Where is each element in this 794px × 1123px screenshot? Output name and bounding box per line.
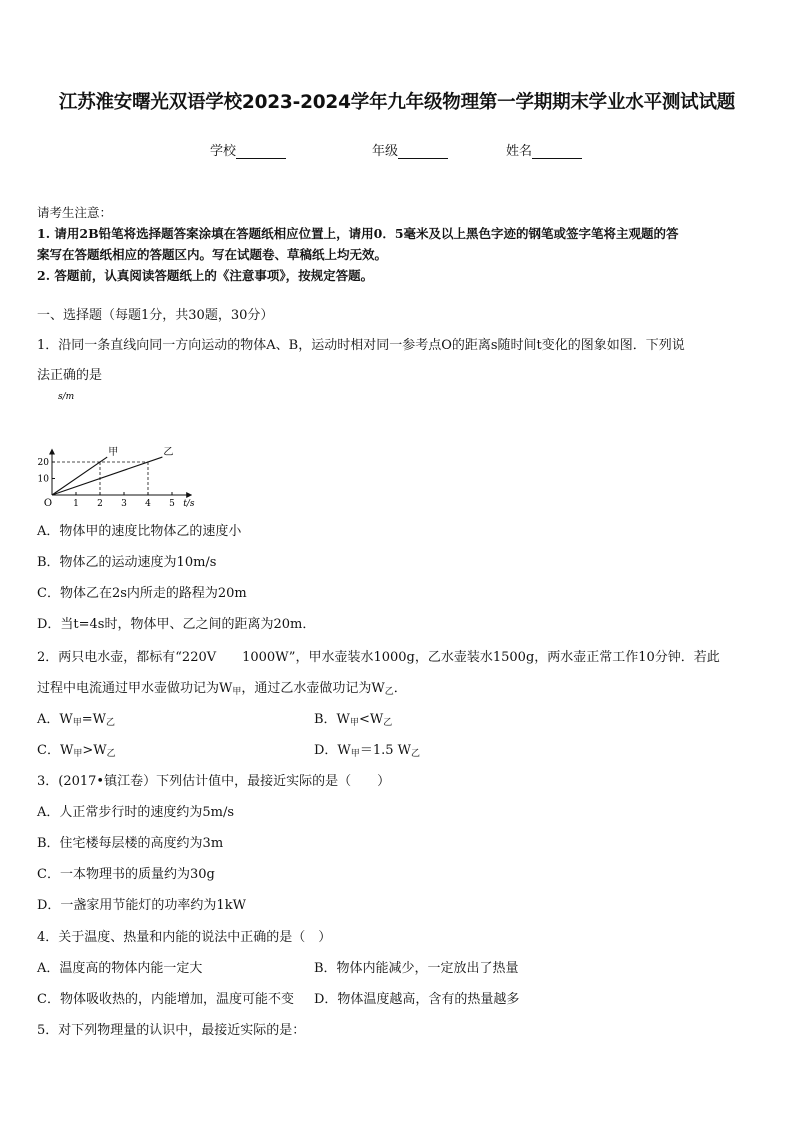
x-tick-label-3: 3	[121, 499, 127, 509]
school-blank[interactable]	[236, 146, 286, 159]
grade-blank[interactable]	[398, 146, 448, 159]
q4-option-a[interactable]: A．温度高的物体内能一定大	[37, 961, 203, 976]
x-tick-label-2: 2	[97, 499, 103, 509]
series-line-0	[52, 457, 107, 495]
q1-option-c[interactable]: C．物体乙在2s内所走的路程为20m	[37, 586, 247, 601]
name-blank[interactable]	[532, 146, 582, 159]
section-heading: 一、选择题（每题1分，共30题，30分）	[37, 308, 274, 323]
notes-heading: 请考生注意：	[37, 205, 113, 220]
q1-option-a[interactable]: A．物体甲的速度比物体乙的速度小	[37, 524, 242, 539]
name-field[interactable]	[506, 140, 582, 159]
q2-stem-2: 过程中电流通过甲水壶做功记为$W_甲$，通过乙水壶做功记为$W_乙$．	[37, 681, 407, 697]
y-tick-label-20: 20	[37, 458, 49, 468]
x-tick-label-5: 5	[169, 499, 175, 509]
school-field[interactable]	[210, 140, 286, 159]
q1-stem-2: 法正确的是	[37, 368, 103, 383]
q2-option-b[interactable]: B．$W_甲<W_乙$	[314, 712, 393, 728]
q5-stem: 5．对下列物理量的认识中，最接近实际的是：	[37, 1023, 306, 1038]
q4-option-d[interactable]: D．物体温度越高，含有的热量越多	[314, 992, 520, 1007]
q1-option-d[interactable]: D．当t=4s时，物体甲、乙之间的距离为20m．	[37, 617, 316, 632]
exam-title: 江苏淮安曙光双语学校2023-2024学年九年级物理第一学期期末学业水平测试试题	[58, 92, 736, 113]
q2-option-c[interactable]: C．$W_甲>W_乙$	[37, 743, 116, 759]
q2-stem-1: 2．两只电水壶，都标有“220V 1000W”，甲水壶装水1000g，乙水壶装水1500g，两水壶正常工作10分钟．若此	[37, 650, 720, 665]
series-label-0: 甲	[108, 447, 119, 459]
q4-option-b[interactable]: B．物体内能减少，一定放出了热量	[314, 961, 519, 976]
grade-field[interactable]	[372, 140, 448, 159]
exam-notes	[37, 202, 759, 286]
y-axis-label: s/m	[58, 392, 75, 402]
grade-label: 年级	[372, 144, 399, 159]
q1-st-graph	[36, 388, 216, 512]
x-tick-label-4: 4	[145, 499, 151, 509]
q3-option-d[interactable]: D．一盏家用节能灯的功率约为1kW	[37, 898, 246, 913]
notes-item-1a: 1. 请用2B铅笔将选择题答案涂填在答题纸相应位置上，请用0．5毫米及以上黑色字迹的钢笔或签字笔将主观题的答	[37, 226, 679, 241]
q2-option-a[interactable]: A．$W_甲=W_乙$	[37, 712, 116, 728]
q4-stem: 4．关于温度、热量和内能的说法中正确的是（ ）	[37, 930, 332, 945]
notes-item-2: 2. 答题前，认真阅读答题纸上的《注意事项》，按规定答题。	[37, 268, 374, 283]
q1-option-b[interactable]: B．物体乙的运动速度为10m/s	[37, 555, 217, 570]
school-label: 学校	[210, 144, 237, 159]
y-tick-label-10: 10	[37, 474, 49, 485]
notes-item-1b: 案写在答题纸相应的答题区内。写在试题卷、草稿纸上均无效。	[37, 247, 388, 262]
q4-option-c[interactable]: C．物体吸收热的，内能增加，温度可能不变	[37, 992, 294, 1007]
q3-option-c[interactable]: C．一本物理书的质量约为30g	[37, 867, 215, 882]
q3-option-b[interactable]: B．住宅楼每层楼的高度约为3m	[37, 836, 224, 851]
x-axis-label: t/s	[183, 499, 195, 509]
q3-stem: 3．(2017•镇江卷）下列估计值中，最接近实际的是（ ）	[37, 774, 391, 789]
q1-stem-1: 1．沿同一条直线向同一方向运动的物体A、B，运动时相对同一参考点O的距离s随时间t变化的图象如图．下列说	[37, 338, 685, 353]
series-line-1	[52, 457, 162, 495]
origin-label: O	[43, 498, 53, 509]
x-tick-label-1: 1	[73, 499, 79, 509]
q3-option-a[interactable]: A．人正常步行时的速度约为5m/s	[37, 805, 235, 820]
name-label: 姓名	[506, 144, 533, 159]
q2-option-d[interactable]: D．$W_甲=1.5$ $W_乙$	[314, 743, 420, 759]
series-label-1: 乙	[163, 447, 174, 459]
